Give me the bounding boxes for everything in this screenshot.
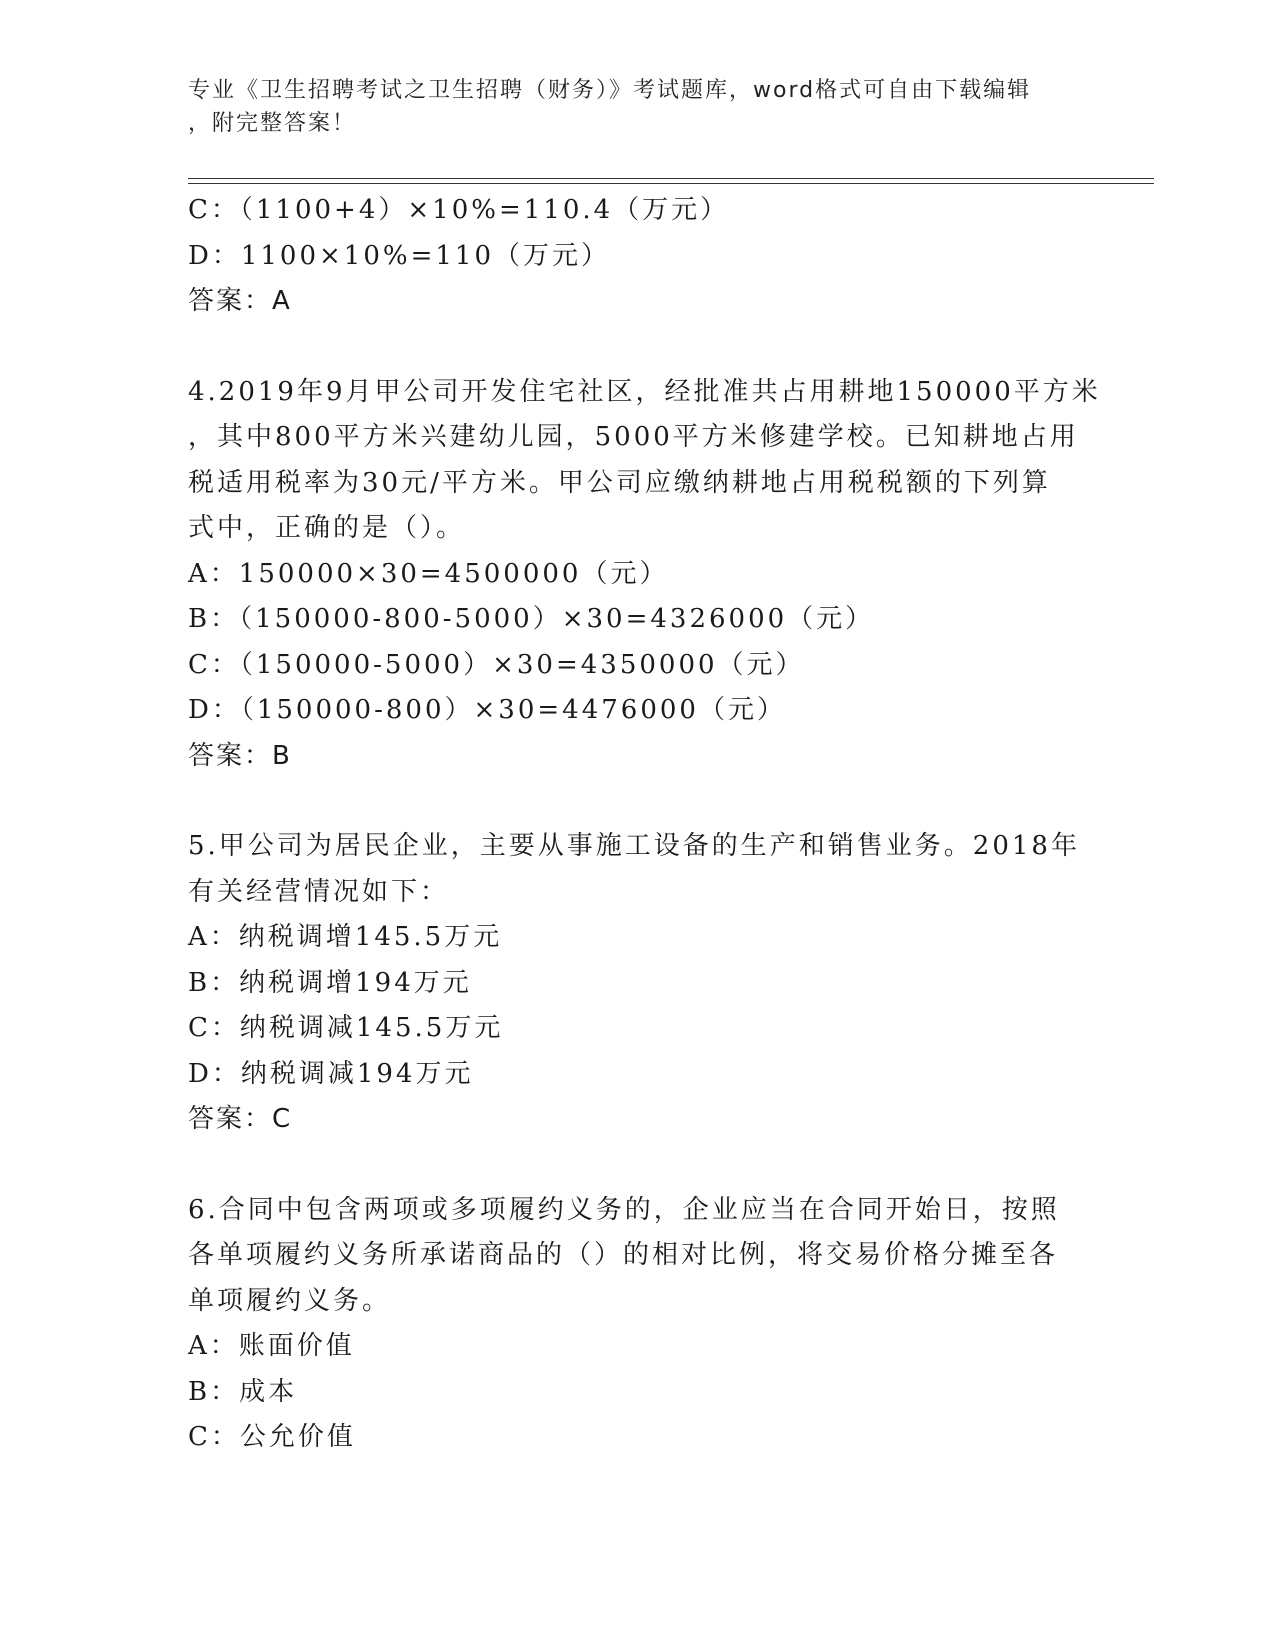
q4-stem-line-2: ，其中800平方米兴建幼儿园，5000平方米修建学校。已知耕地占用 — [188, 422, 1079, 452]
question-4 — [188, 370, 1101, 780]
document-body — [188, 188, 1101, 1461]
q6-option-b: B：成本 — [188, 1376, 298, 1407]
q5-option-a: A：纳税调增145.5万元 — [188, 922, 503, 952]
header-divider-bottom — [188, 183, 1154, 184]
q5-stem-line-1: 5.甲公司为居民企业，主要从事施工设备的生产和销售业务。2018年 — [188, 831, 1080, 861]
q5-option-c: C：纳税调减145.5万元 — [188, 1013, 504, 1043]
q3-option-d: D：1100×10%=110（万元） — [188, 240, 610, 271]
q4-option-d: D：（150000-800）×30=4476000（元） — [188, 695, 786, 725]
q4-stem-line-3: 税适用税率为30元/平方米。甲公司应缴纳耕地占用税税额的下列算 — [188, 467, 1051, 498]
q6-stem-line-3: 单项履约义务。 — [188, 1285, 392, 1316]
q3-answer: 答案：A — [188, 286, 292, 316]
header-line-1: 专业《卫生招聘考试之卫生招聘（财务）》考试题库，word格式可自由下载编辑 — [188, 78, 1032, 103]
q6-option-c: C：公允价值 — [188, 1422, 356, 1452]
q4-option-c: C：（150000-5000）×30=4350000（元） — [188, 649, 805, 680]
q4-stem-line-4: 式中，正确的是（）。 — [188, 513, 466, 543]
header-divider-top — [188, 178, 1154, 179]
spacer — [188, 325, 1088, 370]
question-3-tail — [188, 188, 1088, 325]
q6-stem-line-1: 6.合同中包含两项或多项履约义务的，企业应当在合同开始日，按照 — [188, 1194, 1060, 1225]
question-5 — [188, 824, 1088, 1143]
q5-option-b: B：纳税调增194万元 — [188, 967, 472, 998]
spacer — [188, 779, 1088, 824]
q5-answer: 答案：C — [188, 1104, 293, 1134]
q5-option-d: D：纳税调减194万元 — [188, 1058, 474, 1089]
spacer — [188, 1143, 1088, 1188]
q3-option-c: C：（1100+4）×10%=110.4（万元） — [188, 195, 730, 225]
q6-stem-line-2: 各单项履约义务所承诺商品的（）的相对比例，将交易价格分摊至各 — [188, 1240, 1059, 1270]
q5-stem-line-2: 有关经营情况如下： — [188, 876, 450, 907]
question-6 — [188, 1188, 1088, 1461]
header-line-2: ，附完整答案！ — [188, 111, 357, 136]
document-header — [188, 74, 1088, 140]
q4-answer: 答案：B — [188, 740, 292, 771]
q4-option-b: B：（150000-800-5000）×30=4326000（元） — [188, 604, 875, 634]
q4-stem-line-1: 4.2019年9月甲公司开发住宅社区，经批准共占用耕地150000平方米 — [188, 376, 1101, 407]
q4-option-a: A：150000×30=4500000（元） — [188, 558, 669, 589]
q6-option-a: A：账面价值 — [188, 1331, 355, 1361]
